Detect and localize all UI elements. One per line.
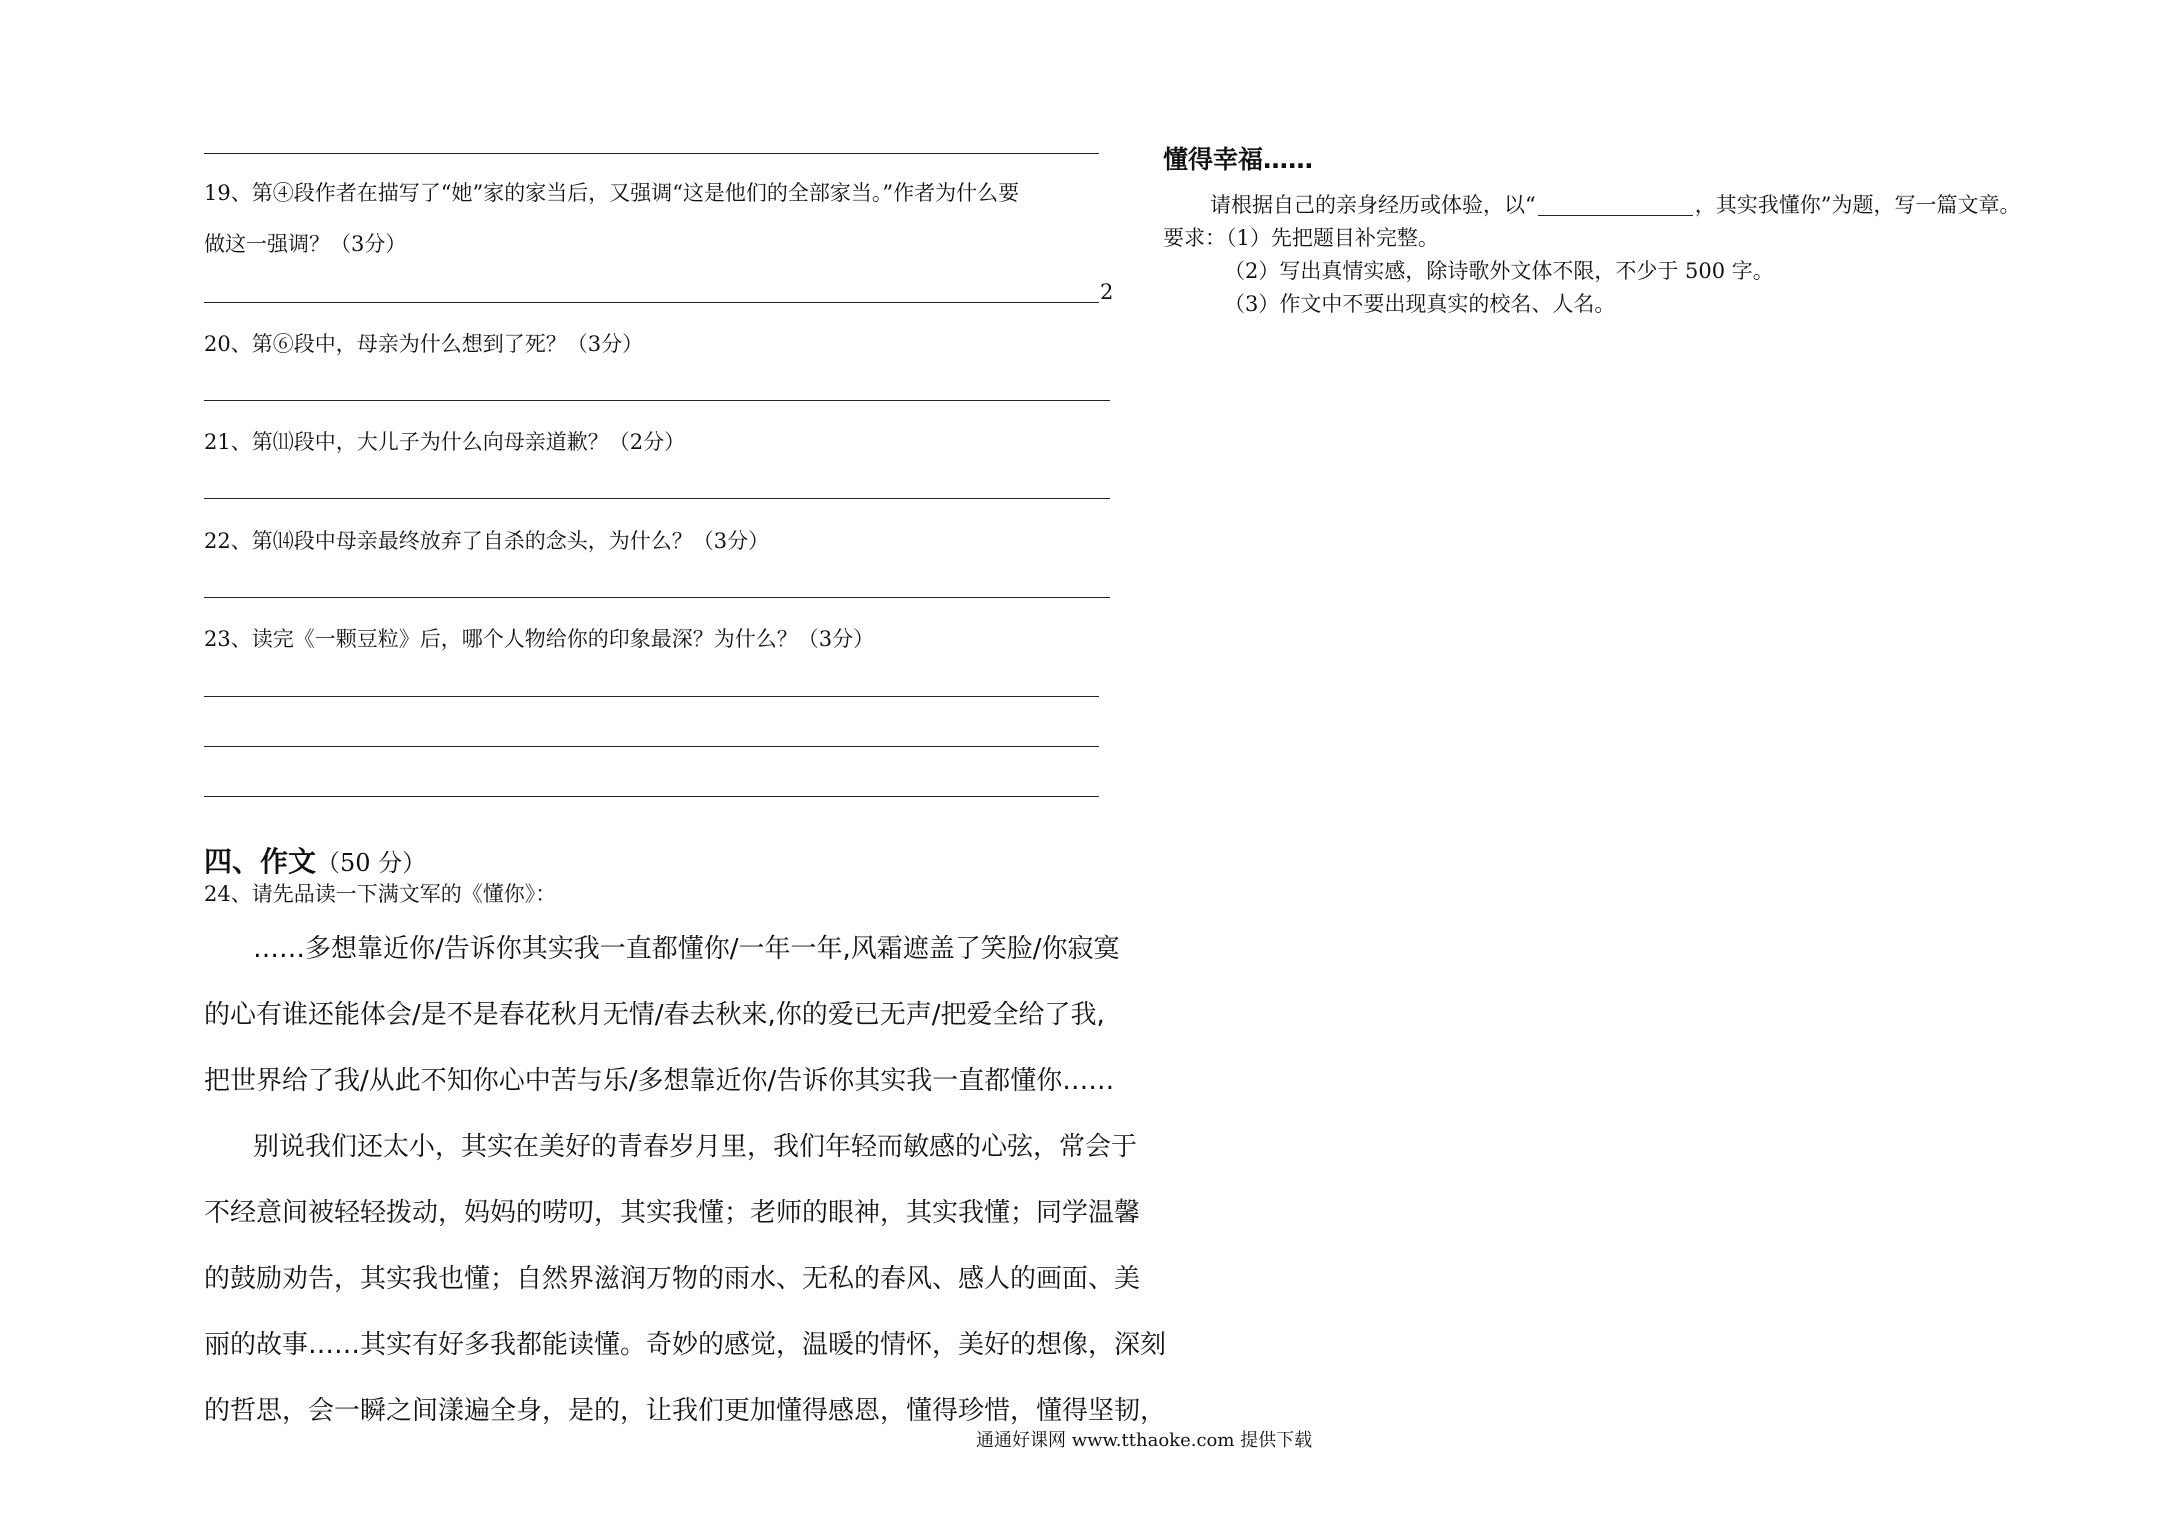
answer-line-21	[204, 498, 1110, 499]
essay-prompt	[1210, 189, 2021, 219]
question-20: 20、第⑥段中，母亲为什么想到了死？（3分）	[204, 332, 644, 356]
right-heading: 懂得幸福……	[1163, 145, 1314, 174]
poem-line-2: 的心有谁还能体会∕是不是春花秋月无情∕春去秋来,你的爱已无声∕把爱全给了我,	[204, 1000, 1105, 1030]
answer-line-top	[204, 153, 1099, 154]
answer-line-22	[204, 597, 1110, 598]
essay-prompt-before: 请根据自己的亲身经历或体验，以“	[1210, 193, 1536, 217]
question-23: 23、读完《一颗豆粒》后，哪个人物给你的印象最深？为什么？（3分）	[204, 627, 875, 651]
section-4-title-text: 四、作文	[204, 845, 317, 878]
section-4-score: （50 分）	[316, 849, 427, 877]
essay-line-2: 不经意间被轻轻拨动，妈妈的唠叨，其实我懂；老师的眼神，其实我懂；同学温馨	[204, 1198, 1141, 1228]
essay-prompt-after: ，其实我懂你”为题，写一篇文章。	[1694, 193, 2021, 217]
poem-line-3: 把世界给了我∕从此不知你心中苦与乐∕多想靠近你∕告诉你其实我一直都懂你……	[204, 1066, 1115, 1096]
answer-line-19	[204, 302, 1099, 303]
requirement-1: 要求：（1）先把题目补完整。	[1163, 226, 1439, 250]
question-21: 21、第⑾段中，大儿子为什么向母亲道歉？（2分）	[204, 430, 686, 454]
requirement-3: （3）作文中不要出现真实的校名、人名。	[1224, 292, 1616, 316]
title-blank	[1538, 194, 1693, 216]
question-19-line1: 19、第④段作者在描写了“她”家的家当后，又强调“这是他们的全部家当。”作者为什么要	[204, 181, 1020, 205]
question-19-line2: 做这一强调？（3分）	[204, 232, 407, 256]
requirement-2: （2）写出真情实感，除诗歌外文体不限，不少于 500 字。	[1224, 259, 1774, 283]
answer-line-23b	[204, 746, 1099, 747]
answer-line-20	[204, 400, 1110, 401]
poem-line-1: ……多想靠近你∕告诉你其实我一直都懂你∕一年一年,风霜遮盖了笑脸∕你寂寞	[253, 934, 1120, 964]
answer-line-23c	[204, 796, 1099, 797]
essay-line-5: 的哲思，会一瞬之间漾遍全身，是的，让我们更加懂得感恩，懂得珍惜，懂得坚韧，	[204, 1396, 1167, 1426]
essay-line-1: 别说我们还太小，其实在美好的青春岁月里，我们年轻而敏感的心弦，常会于	[253, 1132, 1138, 1162]
footer-source: 通通好课网 www.tthaoke.com 提供下载	[976, 1430, 1313, 1451]
essay-line-4: 丽的故事……其实有好多我都能读懂。奇妙的感觉，温暖的情怀，美好的想像，深刻	[204, 1330, 1167, 1360]
page-mark: 2	[1100, 280, 1114, 304]
question-22: 22、第⒁段中母亲最终放弃了自杀的念头，为什么？（3分）	[204, 529, 770, 553]
section-4-title	[204, 840, 426, 880]
answer-line-23a	[204, 696, 1099, 697]
essay-line-3: 的鼓励劝告，其实我也懂；自然界滋润万物的雨水、无私的春风、感人的画面、美	[204, 1264, 1141, 1294]
question-24: 24、请先品读一下满文军的《懂你》：	[204, 882, 557, 906]
